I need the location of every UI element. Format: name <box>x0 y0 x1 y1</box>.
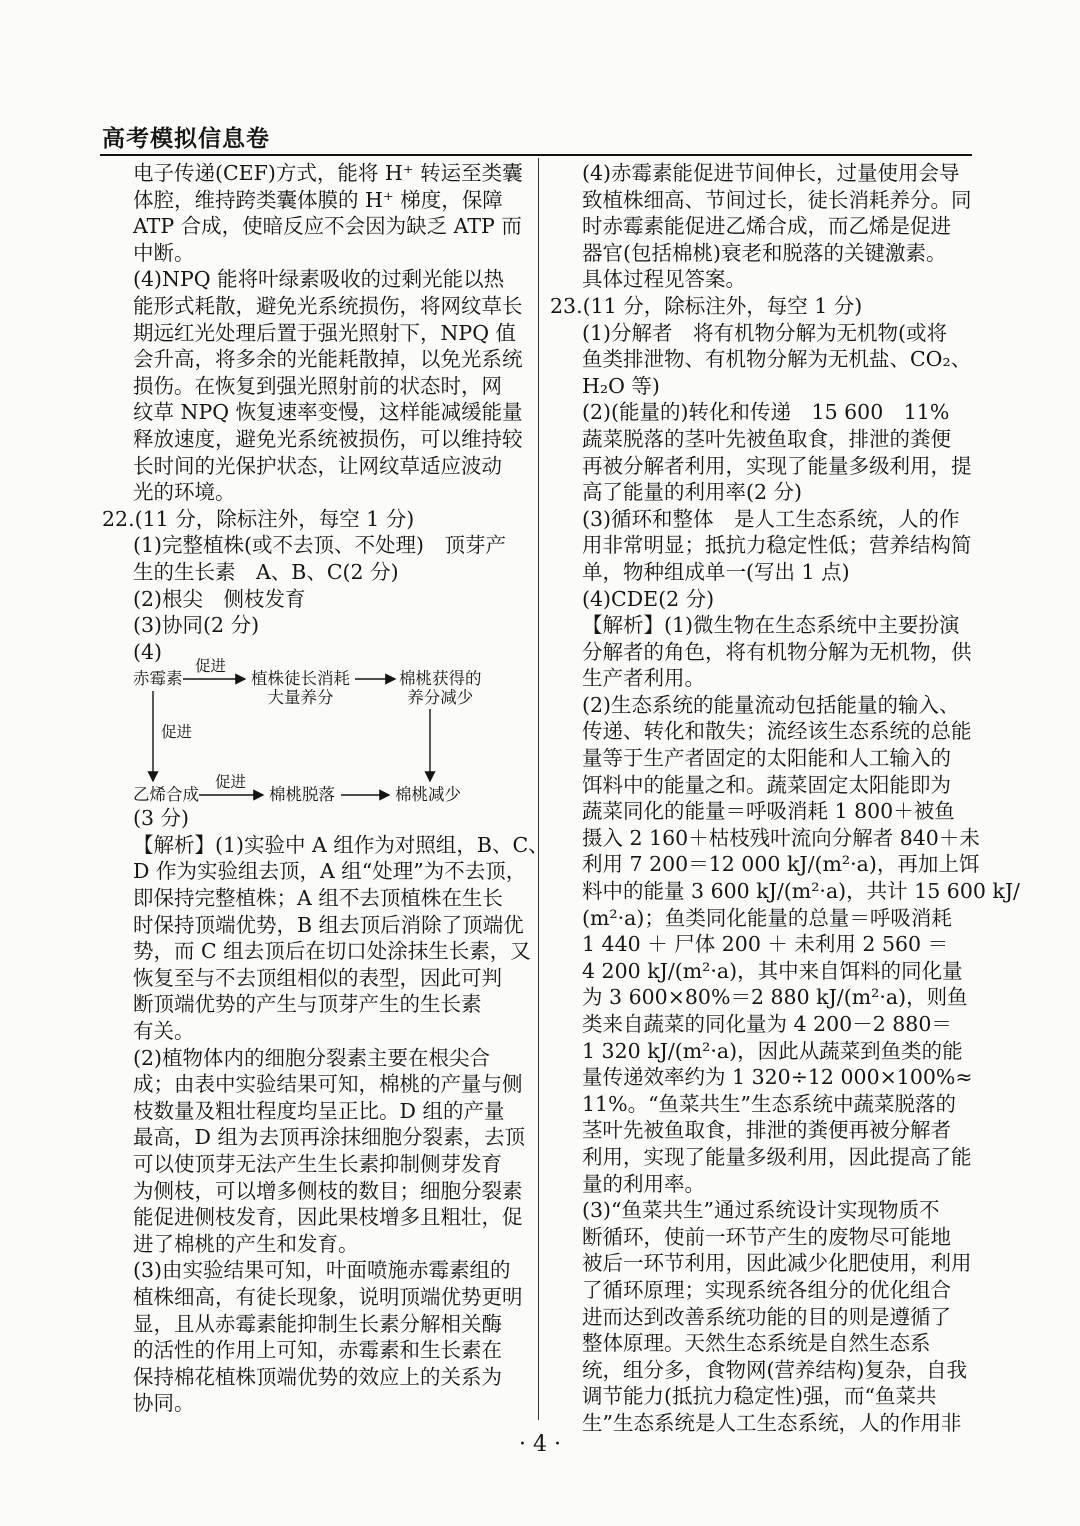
text-line: 整体原理。天然生态系统是自然生态系 <box>582 1331 931 1356</box>
text-line: (m²·a)；鱼类同化能量的总量＝呼吸消耗 <box>582 905 952 930</box>
text-line: (3)“鱼菜共生”通过系统设计实现物质不 <box>582 1198 940 1223</box>
text-line: (4)NPQ 能将叶绿素吸收的过剩光能以热 <box>133 267 505 292</box>
text-line: (2)植物体内的细胞分裂素主要在根尖合 <box>133 1045 491 1070</box>
text-line: (3)协同(2 分) <box>133 613 260 638</box>
text-line: 进了棉桃的产生和发育。 <box>133 1231 359 1256</box>
text-line: (2)根尖 侧枝发育 <box>133 586 306 611</box>
text-line: 单，物种组成单一(写出 1 点) <box>582 559 850 584</box>
text-line: 断循环，使前一环节产生的废物尽可能地 <box>582 1224 951 1249</box>
text-line: 了循环原理；实现系统各组分的优化组合 <box>582 1277 951 1302</box>
text-line: 枝数量及粗壮程度均呈正比。D 组的产量 <box>133 1098 505 1123</box>
text-line: 长时间的光保护状态，让网纹草适应波动 <box>133 453 502 478</box>
text-line: (4) <box>133 639 163 664</box>
text-line: 23.(11 分，除标注外，每空 1 分) <box>550 293 863 318</box>
text-line: 利用 7 200＝12 000 kJ/(m²·a)，再加上饵 <box>582 852 980 877</box>
text-line: 最高，D 组为去顶再涂抹细胞分裂素，去顶 <box>133 1125 525 1150</box>
text-line: 会升高，将多余的光能耗散掉，以免光系统 <box>133 347 523 372</box>
text-line: 能形式耗散，避免光系统损伤，将网纹草长 <box>133 293 523 318</box>
text-line: ATP 合成，使暗反应不会因为缺乏 ATP 而 <box>133 214 522 239</box>
node-boll-reduction: 棉桃减少 <box>395 785 461 805</box>
node-nutrient-line2: 养分减少 <box>407 688 474 708</box>
text-line: 为侧枝，可以增多侧枝的数目；细胞分裂素 <box>133 1178 523 1203</box>
node-nutrient-less <box>399 669 482 707</box>
text-line: 蔬菜脱落的茎叶先被鱼取食，排泄的粪便 <box>582 426 951 451</box>
text-line: 生产者利用。 <box>582 666 705 691</box>
node-gibberellin: 赤霉素 <box>133 669 183 689</box>
text-line: 即保持完整植株；A 组不去顶植株在生长 <box>133 886 503 911</box>
text-line: 量传递效率约为 1 320÷12 000×100%≈ <box>582 1065 973 1090</box>
text-line: 1 440 ＋ 尸体 200 ＋ 未利用 2 560 ＝ <box>582 932 949 957</box>
text-line: 中断。 <box>133 240 195 265</box>
text-line: 成；由表中实验结果可知，棉桃的产量与侧 <box>133 1072 523 1097</box>
text-line: 纹草 NPQ 恢复速率变慢，这样能减缓能量 <box>133 400 523 425</box>
text-line: 量的利用率。 <box>582 1171 705 1196</box>
text-line: 体腔，维持跨类囊体膜的 H⁺ 梯度，保障 <box>133 187 503 212</box>
text-line: 用非常明显；抵抗力稳定性低；营养结构简 <box>582 533 972 558</box>
text-line: 传递、转化和散失；流经该生态系统的总能 <box>582 719 972 744</box>
left-text-block-a <box>100 160 530 665</box>
node-boll-shedding: 棉桃脱落 <box>269 785 335 805</box>
label-promote-2: 促进 <box>161 723 193 742</box>
text-line: 时保持顶端优势，B 组去顶后消除了顶端优 <box>133 912 524 937</box>
text-line: 鱼类排泄物、有机物分解为无机盐、CO₂、 <box>582 347 972 372</box>
text-line: 光的环境。 <box>133 480 236 505</box>
text-line: 【解析】(1)微生物在生态系统中主要扮演 <box>582 613 960 638</box>
right-column <box>548 160 1020 1437</box>
text-line: 损伤。在恢复到强光照射前的状态时，网 <box>133 373 502 398</box>
text-line: (2)(能量的)转化和传递 15 600 11% <box>582 400 950 425</box>
text-line: 植株细高，有徒长现象，说明顶端优势更明 <box>133 1284 523 1309</box>
page-header <box>100 118 972 156</box>
text-line: 【解析】(1)实验中 A 组作为对照组，B、C、 <box>133 832 549 857</box>
text-line: 统，组分多，食物网(营养结构)复杂，自我 <box>582 1357 967 1382</box>
text-line: 保持棉花植株顶端优势的效应上的关系为 <box>133 1364 502 1389</box>
text-line: 显，且从赤霉素能抑制生长素分解相关酶 <box>133 1311 502 1336</box>
text-line: 具体过程见答案。 <box>582 267 746 292</box>
node-elongation-line2: 大量养分 <box>267 688 334 708</box>
text-line: 被后一环节利用，因此减少化肥使用，利用 <box>582 1251 972 1276</box>
text-line: 的活性的作用上可知，赤霉素和生长素在 <box>133 1338 502 1363</box>
text-line: (1)分解者 将有机物分解为无机物(或将 <box>582 320 948 345</box>
text-line: (3)循环和整体 是人工生态系统，人的作 <box>582 506 960 531</box>
text-line: (4)赤霉素能促进节间伸长，过量使用会导 <box>582 161 960 185</box>
text-line: 1 320 kJ/(m²·a)，因此从蔬菜到鱼类的能 <box>582 1038 963 1063</box>
text-line: 利用，实现了能量多级利用，因此提高了能 <box>582 1144 972 1169</box>
text-line: 生的生长素 A、B、C(2 分) <box>133 559 399 584</box>
text-line: 致植株细高、节间过长，徒长消耗养分。同 <box>582 187 972 212</box>
text-line: 22.(11 分，除标注外，每空 1 分) <box>102 506 415 531</box>
label-promote-3: 促进 <box>215 773 247 792</box>
right-text-block <box>548 160 1020 1437</box>
label-promote-1: 促进 <box>195 657 227 676</box>
left-column <box>100 160 549 1417</box>
text-line: 分解者的角色，将有机物分解为无机物，供 <box>582 639 972 664</box>
node-nutrient-line1: 棉桃获得的 <box>399 669 482 689</box>
text-line: 再被分解者利用，实现了能量多级利用，提 <box>582 453 972 478</box>
text-line: 期远红光处理后置于强光照射下，NPQ 值 <box>133 320 517 345</box>
text-line: (1)完整植株(或不去顶、不处理) 顶芽产 <box>133 533 507 558</box>
text-line: 类来自蔬菜的同化量为 4 200－2 880＝ <box>582 1012 952 1036</box>
hormone-flow-diagram <box>133 657 563 805</box>
text-line: 电子传递(CEF)方式，能将 H⁺ 转运至类囊 <box>133 161 523 185</box>
text-line: 为 3 600×80%＝2 880 kJ/(m²·a)，则鱼 <box>582 985 968 1010</box>
text-line: 4 200 kJ/(m²·a)，其中来自饵料的同化量 <box>582 958 963 983</box>
text-line: 饵料中的能量之和。蔬菜固定太阳能即为 <box>582 772 951 797</box>
text-line: D 作为实验组去顶，A 组“处理”为不去顶， <box>133 859 527 884</box>
text-line: 协同。 <box>133 1391 195 1416</box>
text-line: 断顶端优势的产生与顶芽产生的生长素 <box>133 992 482 1017</box>
text-line: H₂O 等) <box>582 373 660 398</box>
text-line: 量等于生产者固定的太阳能和人工输入的 <box>582 746 951 771</box>
text-line: 器官(包括棉桃)衰老和脱落的关键激素。 <box>582 240 947 265</box>
node-elongation <box>251 669 350 707</box>
text-line: 进而达到改善系统功能的目的则是遵循了 <box>582 1304 951 1329</box>
text-line: 蔬菜同化的能量＝呼吸消耗 1 800＋被鱼 <box>582 799 955 824</box>
text-line: (3)由实验结果可知，叶面喷施赤霉素组的 <box>133 1258 511 1283</box>
text-line: 生”生态系统是人工生态系统，人的作用非 <box>582 1410 962 1435</box>
text-line: 时赤霉素能促进乙烯合成，而乙烯是促进 <box>582 214 951 239</box>
text-line: 恢复至与不去顶组相似的表型，因此可判 <box>133 965 502 990</box>
text-line: 可以使顶芽无法产生生长素抑制侧芽发育 <box>133 1152 502 1176</box>
text-line: 调节能力(抵抗力稳定性)强，而“鱼菜共 <box>582 1384 937 1409</box>
page-number: · 4 · <box>519 1432 561 1457</box>
text-line: 料中的能量 3 600 kJ/(m²·a)，共计 15 600 kJ/ <box>582 879 1020 904</box>
text-line: 茎叶先被鱼取食，排泄的粪便再被分解者 <box>582 1118 951 1143</box>
text-line: (3 分) <box>133 806 190 831</box>
text-line: 能促进侧枝发育，因此果枝增多且粗壮，促 <box>133 1205 523 1230</box>
text-line: 势，而 C 组去顶后在切口处涂抹生长素，又 <box>133 939 531 964</box>
text-line: 有关。 <box>133 1019 195 1044</box>
text-line: 高了能量的利用率(2 分) <box>582 480 803 505</box>
node-ethylene: 乙烯合成 <box>133 785 199 805</box>
node-elongation-line1: 植株徒长消耗 <box>251 669 350 689</box>
text-line: (2)生态系统的能量流动包括能量的输入、 <box>582 692 960 717</box>
text-line: 11%。“鱼菜共生”生态系统中蔬菜脱落的 <box>582 1091 957 1116</box>
text-line: 释放速度，避免光系统被损伤，可以维持较 <box>133 426 523 451</box>
left-text-block-b <box>100 805 549 1417</box>
text-line: 摄入 2 160＋枯枝残叶流向分解者 840＋未 <box>582 825 980 850</box>
header-title: 高考模拟信息卷 <box>102 126 270 152</box>
text-line: (4)CDE(2 分) <box>582 586 715 611</box>
